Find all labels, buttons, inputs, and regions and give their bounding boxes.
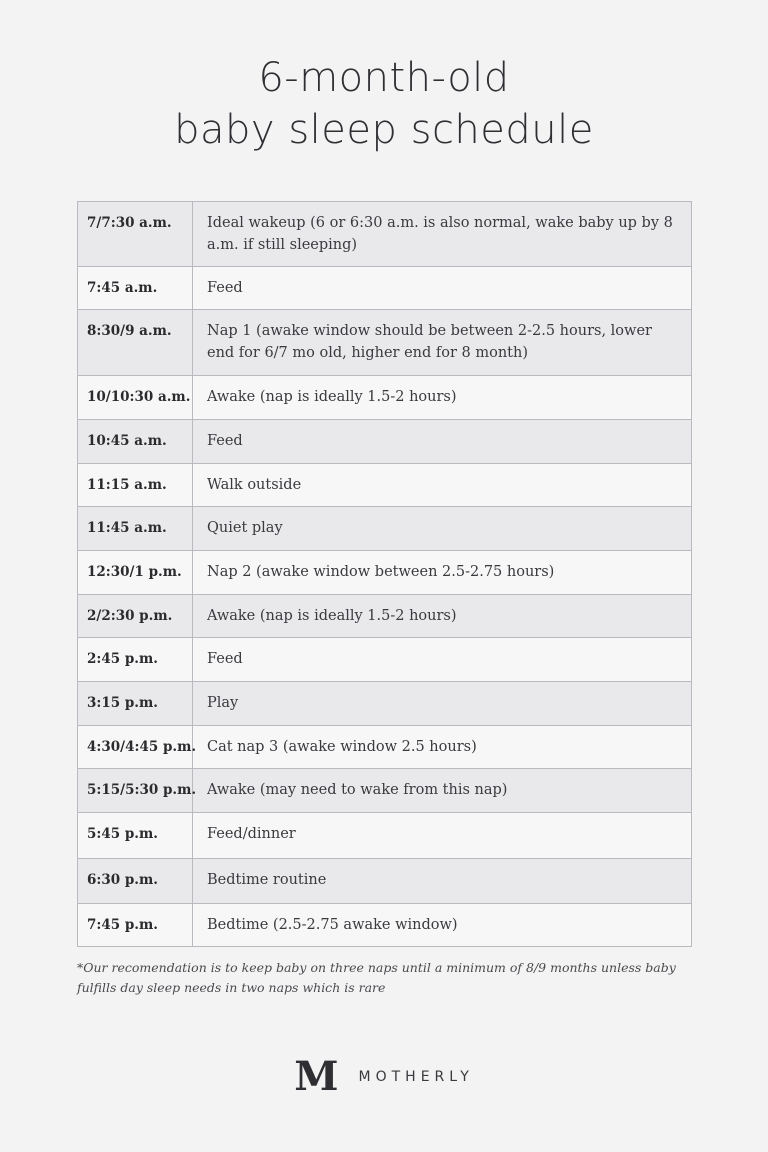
table-row	[78, 682, 692, 726]
time-cell: 11:15 a.m.	[78, 464, 193, 507]
activity-cell: Play	[193, 682, 692, 726]
activity-cell: Nap 2 (awake window between 2.5-2.75 hours)	[193, 551, 692, 595]
activity-cell: Feed/dinner	[193, 813, 692, 859]
time-cell: 5:15/5:30 p.m.	[78, 769, 193, 813]
table-row	[78, 202, 692, 267]
title-line-2: baby sleep schedule	[174, 107, 594, 153]
page-title	[0, 52, 768, 156]
table-row	[78, 376, 692, 420]
table-row	[78, 464, 692, 507]
activity-cell: Awake (nap is ideally 1.5-2 hours)	[193, 595, 692, 638]
time-cell: 8:30/9 a.m.	[78, 310, 193, 376]
activity-cell: Nap 1 (awake window should be between 2-2.5 hours, lower end for 6/7 mo old, higher end for 8 month)	[193, 310, 692, 376]
activity-cell: Feed	[193, 420, 692, 464]
activity-cell: Quiet play	[193, 507, 692, 551]
schedule-table	[77, 201, 692, 947]
time-cell: 2:45 p.m.	[78, 638, 193, 682]
table-row	[78, 813, 692, 859]
motherly-logo-mark: M	[294, 1053, 339, 1100]
motherly-wordmark: MOTHERLY	[358, 1069, 474, 1085]
activity-cell: Cat nap 3 (awake window 2.5 hours)	[193, 726, 692, 769]
time-cell: 10/10:30 a.m.	[78, 376, 193, 420]
title-line-1: 6-month-old	[258, 55, 510, 101]
time-cell: 7:45 p.m.	[78, 904, 193, 947]
time-cell: 10:45 a.m.	[78, 420, 193, 464]
table-row	[78, 310, 692, 376]
time-cell: 4:30/4:45 p.m.	[78, 726, 193, 769]
time-cell: 12:30/1 p.m.	[78, 551, 193, 595]
brand-logo	[0, 1053, 768, 1100]
activity-cell: Feed	[193, 638, 692, 682]
footnote: *Our recomendation is to keep baby on three naps until a minimum of 8/9 months unless baby fulfills day sleep needs in two naps which is rare	[77, 960, 676, 995]
table-row	[78, 904, 692, 947]
time-cell: 5:45 p.m.	[78, 813, 193, 859]
table-row	[78, 551, 692, 595]
time-cell: 7/7:30 a.m.	[78, 202, 193, 267]
time-cell: 3:15 p.m.	[78, 682, 193, 726]
table-row	[78, 595, 692, 638]
activity-cell: Bedtime (2.5-2.75 awake window)	[193, 904, 692, 947]
activity-cell: Awake (may need to wake from this nap)	[193, 769, 692, 813]
activity-cell: Ideal wakeup (6 or 6:30 a.m. is also normal, wake baby up by 8 a.m. if still sleeping)	[193, 202, 692, 267]
table-row	[78, 638, 692, 682]
table-row	[78, 726, 692, 769]
table-row	[78, 420, 692, 464]
table-row	[78, 769, 692, 813]
activity-cell: Feed	[193, 267, 692, 310]
time-cell: 2/2:30 p.m.	[78, 595, 193, 638]
table-row	[78, 859, 692, 904]
activity-cell: Bedtime routine	[193, 859, 692, 904]
schedule-body	[78, 202, 692, 947]
time-cell: 6:30 p.m.	[78, 859, 193, 904]
activity-cell: Walk outside	[193, 464, 692, 507]
time-cell: 11:45 a.m.	[78, 507, 193, 551]
time-cell: 7:45 a.m.	[78, 267, 193, 310]
table-row	[78, 507, 692, 551]
table-row	[78, 267, 692, 310]
activity-cell: Awake (nap is ideally 1.5-2 hours)	[193, 376, 692, 420]
